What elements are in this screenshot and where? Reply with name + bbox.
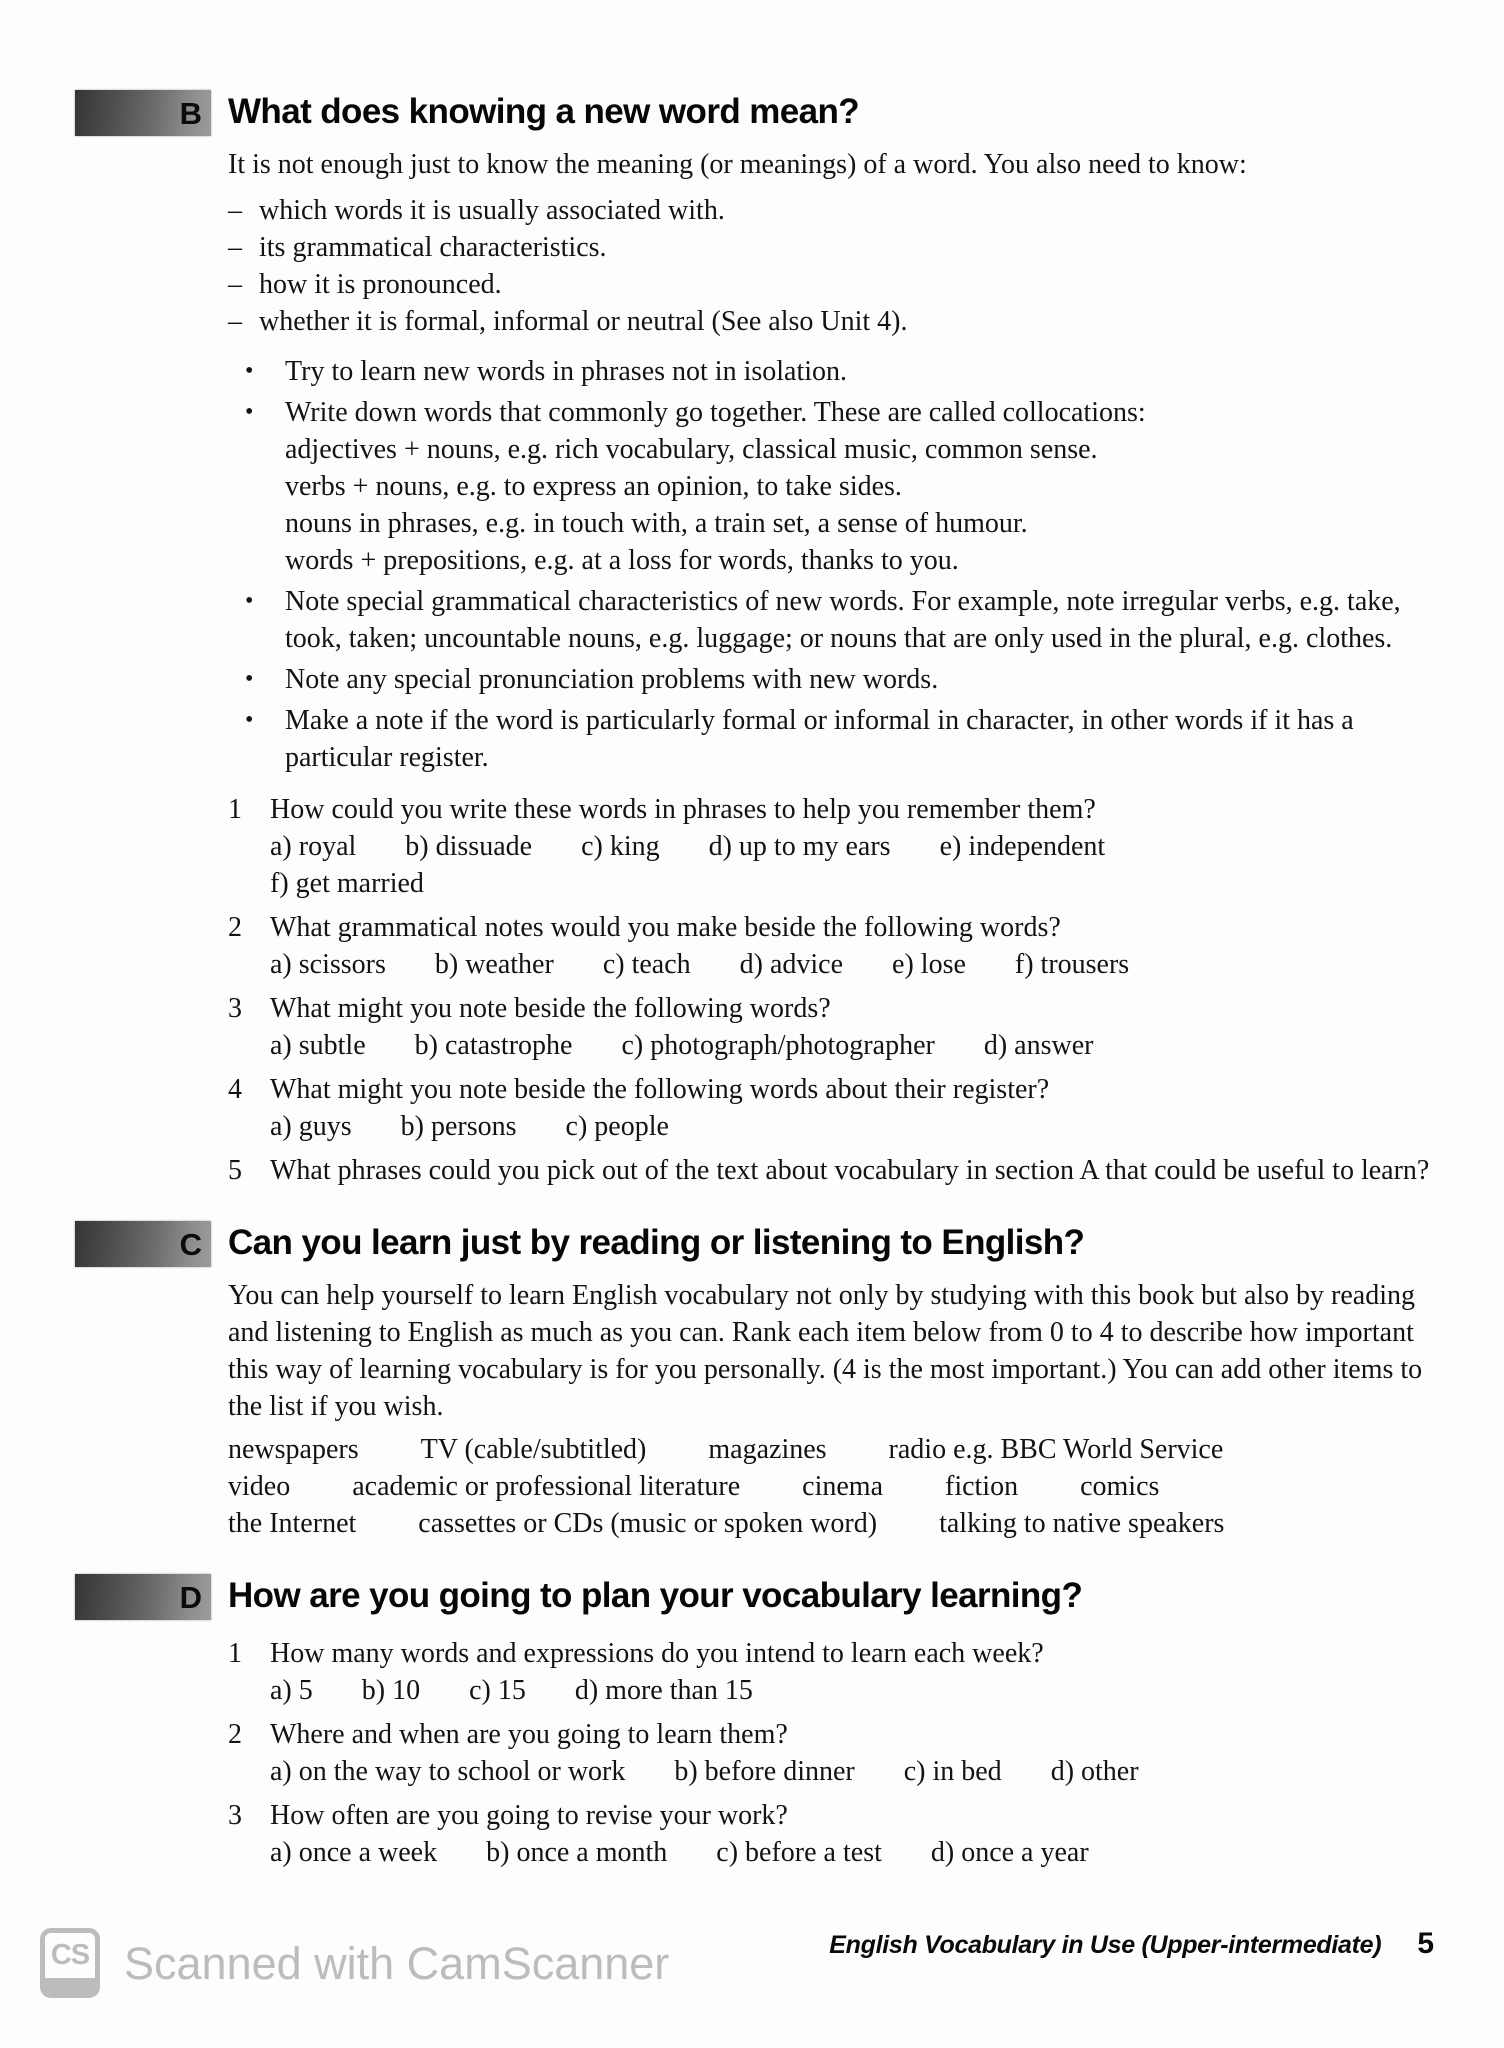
question-body [270, 909, 1442, 983]
bullet-text: Try to learn new words in phrases not in isolation. [285, 356, 848, 387]
bullet-body [285, 583, 1443, 657]
question [228, 791, 1448, 902]
rank-item: newspapers [228, 1434, 359, 1465]
question-body [270, 791, 1442, 902]
option: c) 15 [469, 1675, 526, 1706]
option: b) 10 [361, 1675, 421, 1706]
question [228, 1152, 1448, 1189]
question-body [270, 1797, 1442, 1871]
question-number: 4 [228, 1074, 242, 1105]
bullet-body [285, 702, 1443, 776]
question-body [270, 1152, 1442, 1189]
section-header [179, 1219, 1448, 1267]
collocation-example-line: words + prepositions, e.g. at a loss for words, thanks to you. [285, 545, 959, 576]
option: c) in bed [903, 1756, 1002, 1787]
question-number: 2 [228, 1719, 242, 1750]
option: b) dissuade [405, 831, 533, 862]
section-label-letter: B [179, 95, 202, 131]
dash-item [228, 192, 1440, 229]
dash-text: whether it is formal, informal or neutral (See also Unit 4). [259, 306, 908, 337]
question-body [270, 1071, 1442, 1145]
section-C [0, 1219, 1504, 1542]
section-B [0, 88, 1504, 1189]
option: c) photograph/photographer [621, 1030, 935, 1061]
question-text: What phrases could you pick out of the text about vocabulary in section A that could be useful to learn? [270, 1155, 1430, 1186]
option: f) get married [270, 868, 424, 899]
section-body [228, 146, 1448, 1189]
dash-marker: – [228, 269, 242, 300]
dash-marker: – [228, 232, 242, 263]
bullet-item [228, 394, 1448, 579]
camscanner-logo-letters: CS [50, 1939, 90, 1971]
question-text: Where and when are you going to learn them? [270, 1719, 788, 1750]
rank-item: the Internet [228, 1508, 357, 1539]
option: c) before a test [716, 1837, 882, 1868]
bullet-body [285, 661, 1443, 698]
dash-list [228, 192, 1448, 340]
dash-item [228, 266, 1440, 303]
question-text: How often are you going to revise your work? [270, 1800, 788, 1831]
option: e) lose [892, 949, 966, 980]
option: b) catastrophe [414, 1030, 573, 1061]
option: c) people [565, 1111, 669, 1142]
camscanner-logo-icon [40, 1928, 100, 1998]
section-body [228, 1635, 1448, 1871]
section-label-block [75, 90, 211, 136]
bullet-body [285, 353, 1443, 390]
dash-text: which words it is usually associated with. [259, 195, 725, 226]
collocation-example-line: nouns in phrases, e.g. in touch with, a train set, a sense of humour. [285, 508, 1028, 539]
section-label-letter: D [179, 1579, 202, 1615]
question-text: What might you note beside the following words? [270, 993, 831, 1024]
rank-item: TV (cable/subtitled) [420, 1434, 647, 1465]
option: d) other [1050, 1756, 1139, 1787]
option: d) advice [739, 949, 844, 980]
option-line [270, 1834, 1442, 1871]
dash-text: how it is pronounced. [259, 269, 502, 300]
option: c) king [581, 831, 660, 862]
question-number: 3 [228, 993, 242, 1024]
option: f) trousers [1014, 949, 1130, 980]
bullet-marker: • [245, 358, 254, 384]
collocation-example-line: adjectives + nouns, e.g. rich vocabulary, classical music, common sense. [285, 434, 1098, 465]
question-number: 1 [228, 1638, 242, 1669]
dash-text: its grammatical characteristics. [259, 232, 607, 263]
question [228, 1716, 1448, 1790]
question-body [270, 1635, 1442, 1709]
rank-item: talking to native speakers [939, 1508, 1225, 1539]
page-number: 5 [1417, 1927, 1434, 1960]
option-line [270, 865, 1442, 902]
bullet-item [228, 583, 1448, 657]
option: a) royal [270, 831, 357, 862]
option: d) once a year [930, 1837, 1089, 1868]
section-body [228, 1277, 1448, 1542]
bullet-marker: • [245, 588, 254, 614]
dash-marker: – [228, 306, 242, 337]
rank-item-row [228, 1505, 1448, 1542]
camscanner-watermark [40, 1928, 669, 1998]
question [228, 1797, 1448, 1871]
page-footer [0, 1908, 1504, 2048]
bullet-text: Note special grammatical characteristics of new words. For example, note irregular verbs, e.g. take, took, taken; uncountable nouns, e.g. luggage; or nouns that are only used in the plural, e.g. clothes. [285, 586, 1401, 654]
bullet-item [228, 661, 1448, 698]
option-line [270, 828, 1442, 865]
camscanner-logo-bar [44, 1978, 96, 1994]
rank-item: fiction [945, 1471, 1019, 1502]
rank-item-row [228, 1468, 1448, 1505]
question [228, 909, 1448, 983]
collocation-example-line: verbs + nouns, e.g. to express an opinion, to take sides. [285, 471, 902, 502]
question-body [270, 990, 1442, 1064]
rank-item: cinema [802, 1471, 883, 1502]
watermark-text: Scanned with CamScanner [124, 1937, 670, 1989]
section-title: Can you learn just by reading or listening to English? [228, 1223, 1085, 1262]
option-line [270, 1753, 1442, 1790]
bullet-list [228, 353, 1448, 776]
question-list [228, 1635, 1448, 1871]
bullet-text: Make a note if the word is particularly formal or informal in character, in other words if it has a particular register. [285, 705, 1354, 773]
section-D [0, 1572, 1504, 1871]
dash-item [228, 303, 1440, 340]
option: e) independent [939, 831, 1106, 862]
bullet-body [285, 394, 1443, 579]
rank-item: video [228, 1471, 291, 1502]
option: a) 5 [270, 1675, 313, 1706]
bullet-item [228, 353, 1448, 390]
rank-item: comics [1080, 1471, 1160, 1502]
option: a) scissors [270, 949, 386, 980]
intro-paragraph: It is not enough just to know the meaning (or meanings) of a word. You also need to know: [228, 149, 1247, 180]
bullet-text: Write down words that commonly go together. These are called collocations: [285, 397, 1146, 428]
option: a) once a week [270, 1837, 438, 1868]
option: a) on the way to school or work [270, 1756, 626, 1787]
option: d) more than 15 [574, 1675, 753, 1706]
question-number: 5 [228, 1155, 242, 1186]
section-header [179, 1572, 1448, 1620]
question-text: What might you note beside the following words about their register? [270, 1074, 1050, 1105]
bullet-marker: • [245, 707, 254, 733]
option-line [270, 946, 1442, 983]
option-line [270, 1672, 1442, 1709]
option: a) guys [270, 1111, 352, 1142]
rank-item: cassettes or CDs (music or spoken word) [418, 1508, 878, 1539]
question-text: What grammatical notes would you make beside the following words? [270, 912, 1061, 943]
bullet-item [228, 702, 1448, 776]
section-title: How are you going to plan your vocabulary learning? [228, 1576, 1083, 1615]
dash-item [228, 229, 1440, 266]
option: c) teach [602, 949, 691, 980]
section-title: What does knowing a new word mean? [228, 92, 860, 131]
section-label-letter: C [179, 1226, 202, 1262]
option: b) before dinner [674, 1756, 855, 1787]
option: d) up to my ears [708, 831, 891, 862]
rank-item: radio e.g. BBC World Service [888, 1434, 1224, 1465]
option-line [270, 1108, 1442, 1145]
bullet-text: Note any special pronunciation problems with new words. [285, 664, 939, 695]
question-number: 3 [228, 1800, 242, 1831]
dash-marker: – [228, 195, 242, 226]
section-header [179, 88, 1448, 136]
question [228, 990, 1448, 1064]
bullet-marker: • [245, 399, 254, 425]
section-label-block [75, 1574, 211, 1620]
bullet-marker: • [245, 666, 254, 692]
question-list [228, 791, 1448, 1189]
rank-item-list [228, 1431, 1448, 1542]
section-label-block [75, 1221, 211, 1267]
rank-item: academic or professional literature [352, 1471, 741, 1502]
question [228, 1071, 1448, 1145]
rank-item: magazines [708, 1434, 827, 1465]
option: a) subtle [270, 1030, 366, 1061]
option: b) persons [400, 1111, 517, 1142]
option: b) once a month [486, 1837, 668, 1868]
book-title: English Vocabulary in Use (Upper-intermediate) [829, 1931, 1382, 1959]
option: d) answer [983, 1030, 1094, 1061]
question-body [270, 1716, 1442, 1790]
question [228, 1635, 1448, 1709]
sections-host [0, 88, 1504, 1871]
option: b) weather [434, 949, 554, 980]
rank-item-row [228, 1431, 1448, 1468]
option-line [270, 1027, 1442, 1064]
question-number: 1 [228, 794, 242, 825]
question-text: How could you write these words in phrases to help you remember them? [270, 794, 1096, 825]
question-text: How many words and expressions do you intend to learn each week? [270, 1638, 1044, 1669]
book-reference [829, 1925, 1434, 1964]
question-number: 2 [228, 912, 242, 943]
section-paragraph: You can help yourself to learn English vocabulary not only by studying with this book but also by reading and listening to English as much as you can. Rank each item below from 0 to 4 to describe how important this way of learning vocabulary is for you personally. (4 is the most important.) You can add other items to the list if you wish. [228, 1280, 1423, 1422]
